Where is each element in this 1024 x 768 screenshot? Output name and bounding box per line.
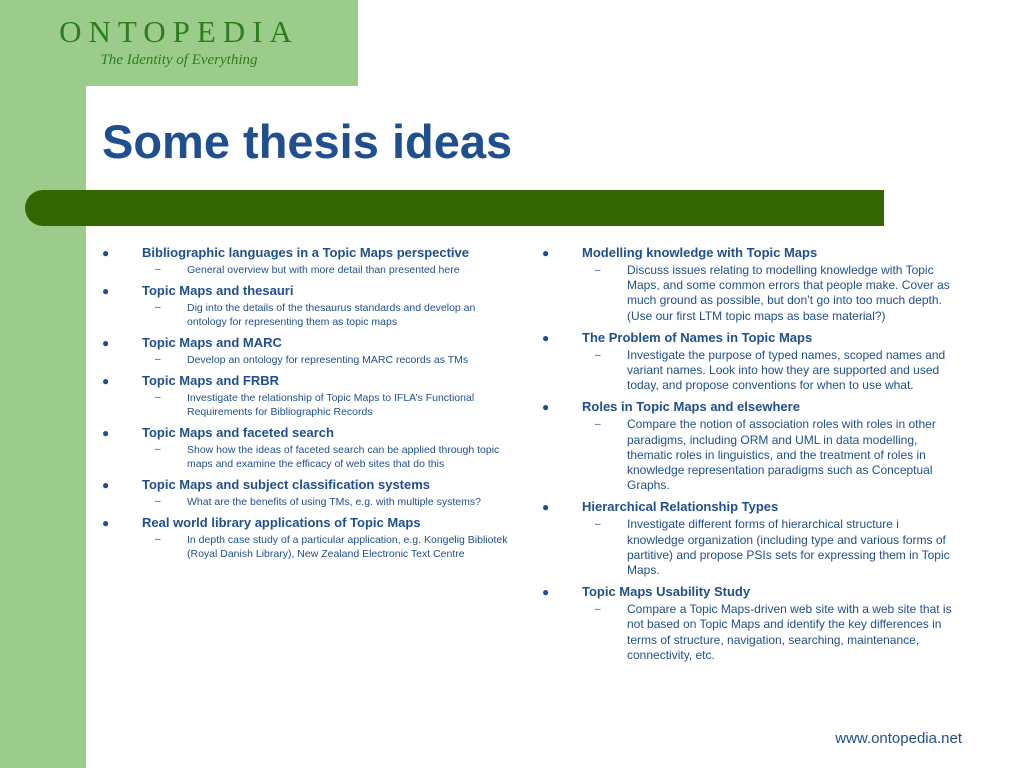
dash-icon: – xyxy=(595,265,601,276)
topic-detail-text: General overview but with more detail than presented here xyxy=(187,264,460,276)
topic-detail xyxy=(582,417,952,493)
dash-icon: – xyxy=(595,604,601,616)
dash-icon: – xyxy=(155,444,161,455)
brand-tagline: The Identity of Everything xyxy=(100,52,258,68)
topic-detail-text: In depth case study of a particular application, e.g. Kongelig Bibliotek (Royal Danish Library), New Zealand Electronic Text Centre xyxy=(187,534,508,560)
bullet-icon: ● xyxy=(102,516,110,530)
right-column xyxy=(542,244,952,668)
topic-detail xyxy=(582,517,952,578)
footer-url: www.ontopedia.net xyxy=(835,730,962,747)
topic-title: The Problem of Names in Topic Maps xyxy=(582,329,813,345)
bullet-icon: ● xyxy=(102,284,110,298)
dash-icon: – xyxy=(155,302,161,313)
topic-item xyxy=(102,334,512,367)
topic-detail xyxy=(142,495,512,509)
topic-title: Topic Maps and subject classification systems xyxy=(142,477,431,492)
topic-title: Topic Maps and faceted search xyxy=(142,425,334,440)
bullet-icon: ● xyxy=(102,374,110,388)
bullet-icon: ● xyxy=(542,330,550,345)
left-column xyxy=(102,244,512,566)
topic-title: Hierarchical Relationship Types xyxy=(582,499,779,515)
brand-logo xyxy=(0,14,358,69)
topic-title: Roles in Topic Maps and elsewhere xyxy=(582,399,800,415)
topic-detail xyxy=(142,301,512,329)
topic-detail-text: Compare the notion of association roles with roles in other paradigms, including ORM and UML in data modelling, thematic roles in linguistics, and the treatment of roles in knowledge representation paradigms such as Conceptual Graphs. xyxy=(627,417,936,493)
topic-item xyxy=(542,244,952,324)
bullet-icon: ● xyxy=(542,585,550,600)
topic-item xyxy=(102,424,512,471)
topic-detail-text: Compare a Topic Maps-driven web site with a web site that is not based on Topic Maps and identify the key differences in terms of structure, navigation, searching, maintenance, connectivity, etc. xyxy=(627,602,952,662)
topic-title: Topic Maps Usability Study xyxy=(582,584,751,600)
topic-title: Modelling knowledge with Topic Maps xyxy=(582,245,818,260)
topic-detail xyxy=(142,443,512,471)
topic-detail xyxy=(582,263,952,324)
topic-item xyxy=(102,476,512,509)
brand-name: ONTOPEDIA xyxy=(59,14,299,49)
bullet-icon: ● xyxy=(102,336,110,350)
bullet-icon: ● xyxy=(102,426,110,440)
dash-icon: – xyxy=(155,392,161,403)
topic-detail xyxy=(142,263,512,277)
topic-item xyxy=(102,514,512,561)
topic-title: Topic Maps and MARC xyxy=(142,335,282,350)
topic-item xyxy=(542,498,952,578)
topic-title: Topic Maps and FRBR xyxy=(142,373,279,388)
topic-item xyxy=(102,372,512,419)
topic-item xyxy=(102,244,512,277)
dash-icon: – xyxy=(595,349,601,361)
topic-title: Bibliographic languages in a Topic Maps perspective xyxy=(142,245,469,260)
topic-detail-text: Investigate the purpose of typed names, scoped names and variant names. Look into how they are supported and used today, and propose conventions for when to use what. xyxy=(627,347,946,393)
topic-detail xyxy=(142,391,512,419)
topic-title: Topic Maps and thesauri xyxy=(142,283,294,298)
title-underline-bar xyxy=(25,190,884,226)
topic-detail-text: Investigate different forms of hierarchical structure i knowledge organization (including type and various forms of partitive) and propose PSIs sets for expressing them in Topic Maps. xyxy=(627,517,950,578)
topic-detail-text: Investigate the relationship of Topic Maps to IFLA’s Functional Requirements for Bibliographic Records xyxy=(187,392,475,418)
topic-detail-text: Discuss issues relating to modelling knowledge with Topic Maps, and some common errors that people make. Cover as much ground as possible, but don’t go into too much depth. (Use our first LTM topic maps as base material?) xyxy=(627,263,950,323)
dash-icon: – xyxy=(595,419,601,431)
dash-icon: – xyxy=(155,534,161,545)
bullet-icon: ● xyxy=(542,400,550,415)
dash-icon: – xyxy=(595,519,601,531)
topic-detail-text: What are the benefits of using TMs, e.g. with multiple systems? xyxy=(187,496,481,508)
bullet-icon: ● xyxy=(102,478,110,492)
topic-detail-text: Show how the ideas of faceted search can be applied through topic maps and examine the efficacy of web sites that do this xyxy=(187,444,500,470)
topic-detail xyxy=(142,533,512,561)
topic-item xyxy=(542,329,952,394)
dash-icon: – xyxy=(155,264,161,275)
topic-detail xyxy=(582,348,952,394)
bullet-icon: ● xyxy=(102,246,110,260)
topic-detail-text: Develop an ontology for representing MARC records as TMs xyxy=(187,354,469,366)
topic-detail xyxy=(142,353,512,367)
topic-item xyxy=(542,583,952,663)
topic-title: Real world library applications of Topic Maps xyxy=(142,515,421,530)
topic-detail-text: Dig into the details of the thesaurus standards and develop an ontology for representing them as topic maps xyxy=(187,302,476,328)
topic-item xyxy=(102,282,512,329)
bullet-icon: ● xyxy=(542,246,550,260)
frame-left-band xyxy=(0,0,86,768)
dash-icon: – xyxy=(155,354,161,365)
bullet-icon: ● xyxy=(542,500,550,515)
dash-icon: – xyxy=(155,496,161,507)
topic-item xyxy=(542,398,952,493)
topic-detail xyxy=(582,602,952,663)
slide-title: Some thesis ideas xyxy=(102,115,513,168)
